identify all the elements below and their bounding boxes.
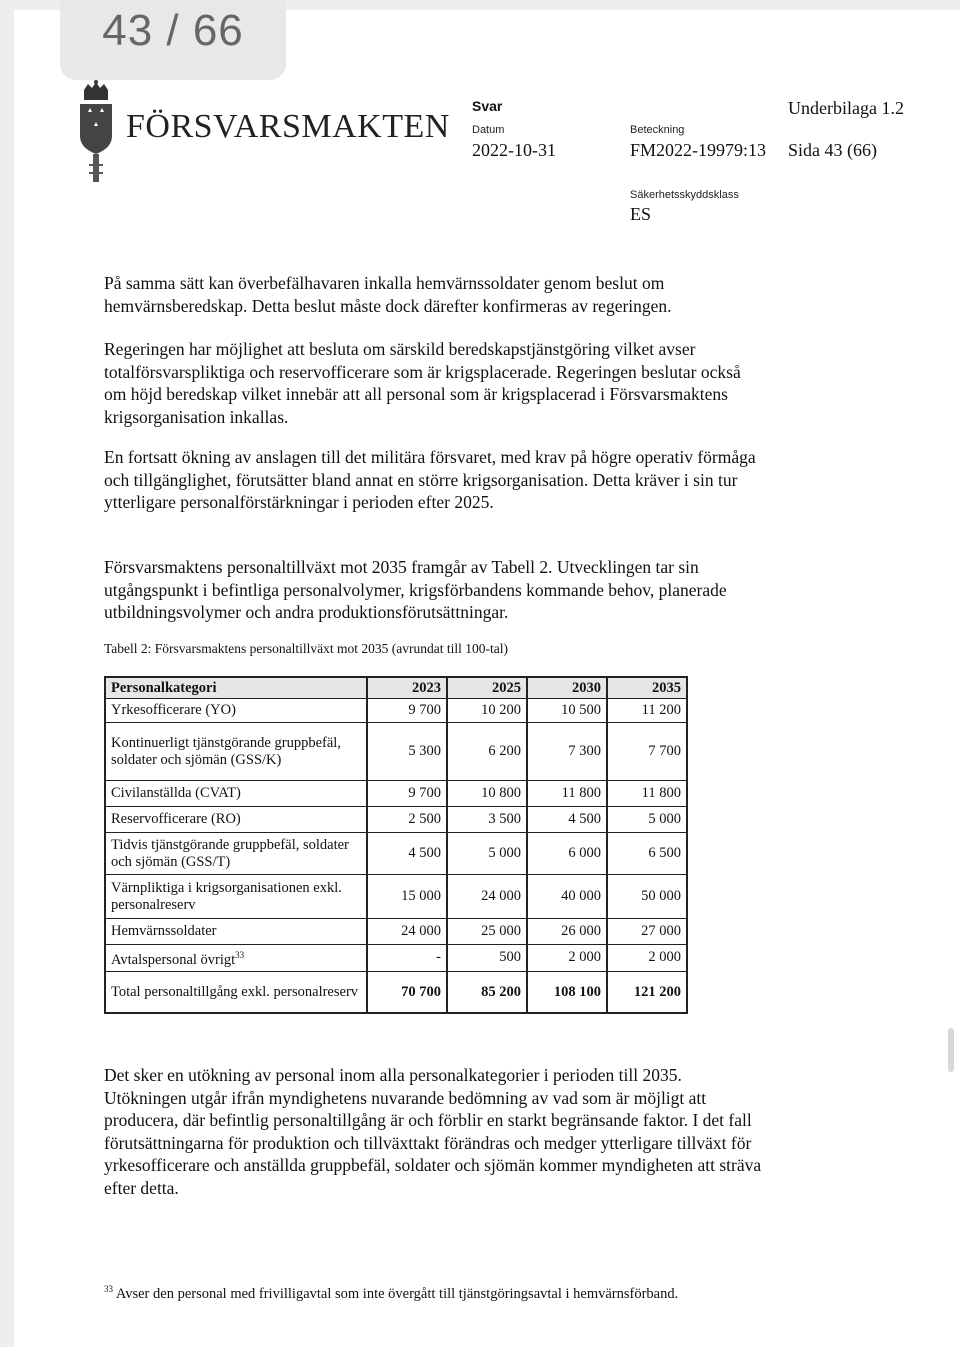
value-cell: 7 300: [527, 723, 607, 781]
value-cell: 2 000: [527, 945, 607, 972]
total-value-cell: 70 700: [367, 971, 447, 1013]
header-cell: 2025: [447, 677, 527, 699]
value-cell: 500: [447, 945, 527, 972]
annex-label: Underbilaga 1.2: [788, 98, 904, 118]
value-cell: -: [367, 945, 447, 972]
value-cell: 3 500: [447, 807, 527, 833]
value-cell: 5 000: [607, 807, 687, 833]
table-row: [105, 875, 687, 919]
table-row: [105, 919, 687, 945]
category-label: Avtalspersonal övrigt: [111, 951, 236, 968]
table-caption: Tabell 2: Försvarsmaktens personaltillväxt mot 2035 (avrundat till 100-tal): [104, 641, 508, 656]
security-class-label: Säkerhetsskyddsklass: [630, 189, 739, 201]
value-cell: 40 000: [527, 875, 607, 919]
value-cell: 15 000: [367, 875, 447, 919]
value-cell: 25 000: [447, 919, 527, 945]
value-cell: 11 200: [607, 699, 687, 723]
coat-of-arms-logo: [76, 80, 116, 184]
paragraph: Regeringen har möjlighet att besluta om särskild beredskapstjänstgöring vilket avser totalförsvarspliktiga och reservofficerare som är krigsplacerade. Regeringen beslutar också om höjd beredskap vilket innebär att all personal som är krigsplacerad i Försvarsmaktens krigsorganisation inkallas.: [104, 339, 741, 427]
footnote-text: Avser den personal med frivilligavtal som inte övergått till tjänstgöringsavtal i hemvärnsförband.: [115, 1285, 679, 1302]
value-cell: 2 500: [367, 807, 447, 833]
page-indicator: 43 / 66: [60, 0, 286, 80]
date-label: Datum: [472, 124, 505, 136]
paragraph: På samma sätt kan överbefälhavaren inkalla hemvärnssoldater genom beslut om hemvärnsberedskap. Detta beslut måste dock därefter konfirmeras av regeringen.: [104, 273, 672, 316]
category-cell: Civilanställda (CVAT): [105, 781, 367, 807]
document-type: Svar: [472, 98, 503, 114]
header-cell: 2023: [367, 677, 447, 699]
value-cell: 27 000: [607, 919, 687, 945]
personnel-table: [104, 676, 688, 1014]
value-cell: 4 500: [527, 807, 607, 833]
category-cell: [105, 945, 367, 972]
paragraph: Det sker en utökning av personal inom alla personalkategorier i perioden till 2035. Utökningen utgår ifrån myndighetens nuvarande bedömning av vad som är möjligt att producera, där befintlig personaltillgång är och förblir en starkt begränsande faktor. I det fall förutsättningarna för produktion och tillväxttakt förändras och medger ytterligare tillväxt för yrkesofficerare och anställda gruppbefäl, soldater och sjömän kommer myndigheten att sträva efter detta.: [104, 1065, 762, 1198]
organization-name: FÖRSVARSMAKTEN: [126, 108, 450, 145]
table-row: [105, 781, 687, 807]
value-cell: 24 000: [367, 919, 447, 945]
value-cell: 11 800: [527, 781, 607, 807]
table-total-row: [105, 971, 687, 1013]
table-row: [105, 945, 687, 972]
table-row: [105, 833, 687, 875]
header-cell: Personalkategori: [105, 677, 367, 699]
category-cell: Värnpliktiga i krigsorganisationen exkl. personalreserv: [105, 875, 367, 919]
table-row: [105, 723, 687, 781]
value-cell: 7 700: [607, 723, 687, 781]
value-cell: 6 000: [527, 833, 607, 875]
value-cell: 4 500: [367, 833, 447, 875]
header-cell: 2030: [527, 677, 607, 699]
security-class-value: ES: [630, 204, 652, 224]
table-row: [105, 807, 687, 833]
total-value-cell: 121 200: [607, 971, 687, 1013]
paragraph: En fortsatt ökning av anslagen till det militära försvaret, med krav på högre operativ förmåga och tillgänglighet, förutsätter bland annat en större krigsorganisation. Detta kräver i sin tur ytterligare personalförstärkningar i perioden efter 2025.: [104, 447, 756, 512]
value-cell: 10 500: [527, 699, 607, 723]
footnote-reference[interactable]: 33: [235, 950, 245, 960]
value-cell: 10 200: [447, 699, 527, 723]
value-cell: 5 000: [447, 833, 527, 875]
scroll-handle[interactable]: [948, 1028, 954, 1072]
value-cell: 6 500: [607, 833, 687, 875]
total-value-cell: 108 100: [527, 971, 607, 1013]
footnote: [104, 1280, 724, 1304]
value-cell: 11 800: [607, 781, 687, 807]
total-value-cell: 85 200: [447, 971, 527, 1013]
value-cell: 9 700: [367, 781, 447, 807]
header-cell: 2035: [607, 677, 687, 699]
table-row: [105, 699, 687, 723]
category-cell: Yrkesofficerare (YO): [105, 699, 367, 723]
value-cell: 2 000: [607, 945, 687, 972]
page-reference: Sida 43 (66): [788, 140, 877, 160]
category-cell: Hemvärnssoldater: [105, 919, 367, 945]
category-cell: Reservofficerare (RO): [105, 807, 367, 833]
date-value: 2022-10-31: [472, 140, 556, 160]
value-cell: 9 700: [367, 699, 447, 723]
table-header-row: [105, 677, 687, 699]
value-cell: 5 300: [367, 723, 447, 781]
total-label-cell: Total personaltillgång exkl. personalreserv: [105, 971, 367, 1013]
reference-label: Beteckning: [630, 124, 685, 136]
paragraph: Försvarsmaktens personaltillväxt mot 2035 framgår av Tabell 2. Utvecklingen tar sin utgångspunkt i befintliga personalvolymer, krigsförbandens kommande behov, planerade utbildningsvolymer och andra produktionsförutsättningar.: [104, 557, 727, 622]
reference-value: FM2022-19979:13: [630, 140, 767, 160]
value-cell: 6 200: [447, 723, 527, 781]
category-cell: Kontinuerligt tjänstgörande gruppbefäl, soldater och sjömän (GSS/K): [105, 723, 367, 781]
footnote-number: 33: [104, 1284, 113, 1294]
category-cell: Tidvis tjänstgörande gruppbefäl, soldater och sjömän (GSS/T): [105, 833, 367, 875]
value-cell: 24 000: [447, 875, 527, 919]
value-cell: 26 000: [527, 919, 607, 945]
value-cell: 50 000: [607, 875, 687, 919]
value-cell: 10 800: [447, 781, 527, 807]
